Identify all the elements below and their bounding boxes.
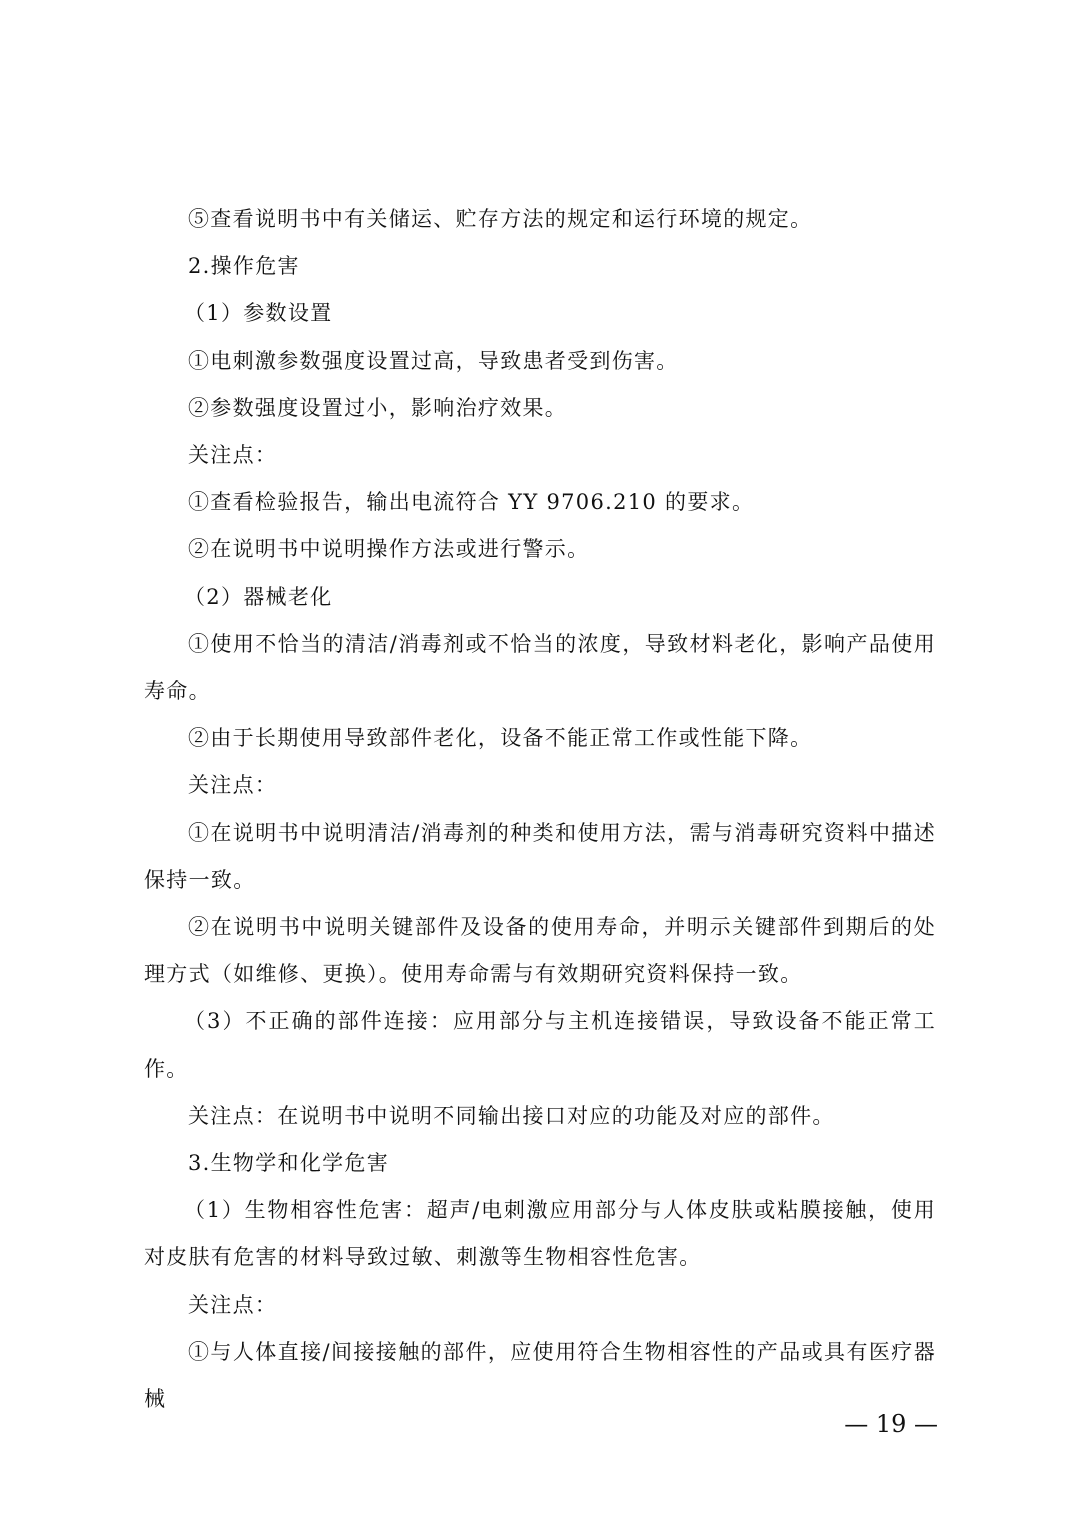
paragraph-contact-parts: ①与人体直接/间接接触的部件，应使用符合生物相容性的产品或具有医疗器械 <box>144 1339 936 1412</box>
subheading-biocompatibility: （1）生物相容性危害：超声/电刺激应用部分与人体皮肤或粘膜接触，使用对皮肤有危害的材料导致过敏、刺激等生物相容性危害。 <box>144 1198 936 1270</box>
paragraph-service-life: ②在说明书中说明关键部件及设备的使用寿命，并明示关键部件到期后的处理方式（如维修、更换）。使用寿命需与有效期研究资料保持一致。 <box>144 915 936 987</box>
page-number: — 19 — <box>844 1410 938 1438</box>
paragraph-test-report: ①查看检验报告，输出电流符合 YY 9706.210 的要求。 <box>188 490 755 515</box>
paragraph-long-term-aging: ②由于长期使用导致部件老化，设备不能正常工作或性能下降。 <box>188 726 813 751</box>
paragraph-output-interface: 关注点：在说明书中说明不同输出接口对应的功能及对应的部件。 <box>188 1103 835 1128</box>
focus-point-label: 关注点： <box>188 1292 278 1317</box>
paragraph-param-too-high: ①电刺激参数强度设置过高，导致患者受到伤害。 <box>188 348 679 373</box>
focus-point-label: 关注点： <box>188 443 278 468</box>
subheading-parameter-setting: （1）参数设置 <box>184 301 333 326</box>
focus-point-label: 关注点： <box>188 773 278 798</box>
paragraph-cleaning-method: ①在说明书中说明清洁/消毒剂的种类和使用方法，需与消毒研究资料中描述保持一致。 <box>144 820 936 892</box>
section-heading-bio-chem-hazard: 3.生物学和化学危害 <box>188 1151 390 1176</box>
paragraph-manual-warning: ②在说明书中说明操作方法或进行警示。 <box>188 537 590 562</box>
body-text <box>144 196 936 1423</box>
section-heading-operation-hazard: 2.操作危害 <box>188 254 300 279</box>
subheading-device-aging: （2）器械老化 <box>184 584 333 609</box>
paragraph-storage-check: ⑤查看说明书中有关储运、贮存方法的规定和运行环境的规定。 <box>188 207 813 231</box>
paragraph-param-too-low: ②参数强度设置过小，影响治疗效果。 <box>188 395 568 420</box>
subheading-incorrect-connection: （3）不正确的部件连接：应用部分与主机连接错误，导致设备不能正常工作。 <box>144 1009 936 1081</box>
paragraph-improper-disinfectant: ①使用不恰当的清洁/消毒剂或不恰当的浓度，导致材料老化，影响产品使用寿命。 <box>144 631 936 704</box>
